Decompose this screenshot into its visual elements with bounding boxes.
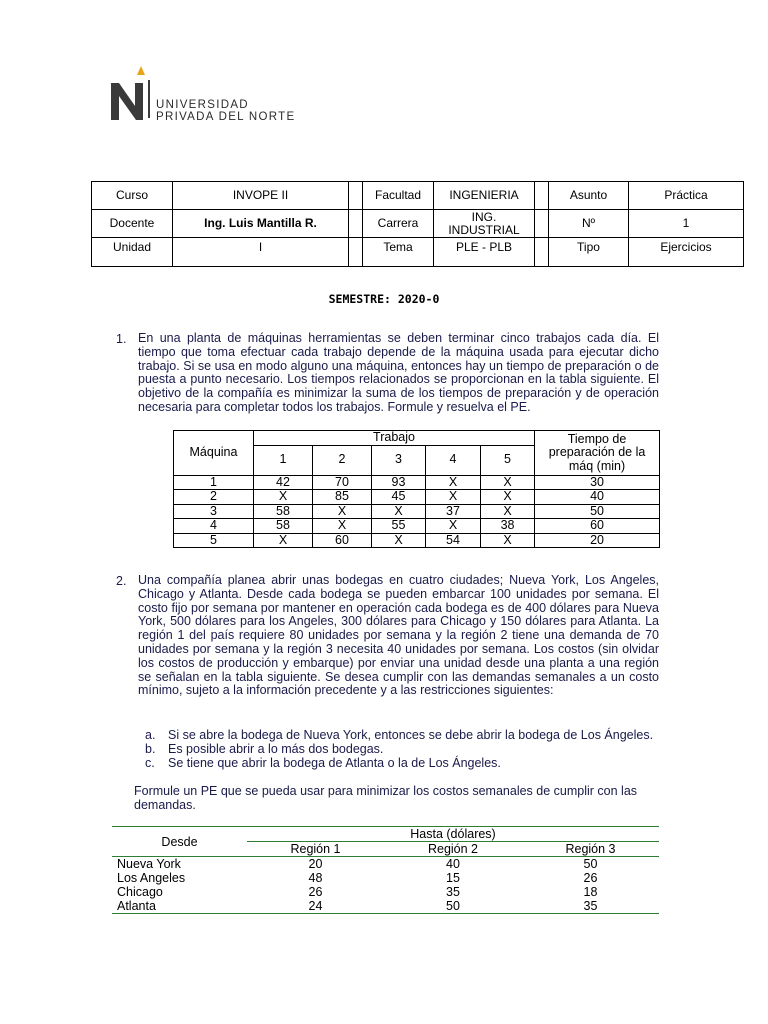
table-cell: 35 xyxy=(583,899,598,913)
table-row xyxy=(174,504,660,519)
formulate-text: Formule un PE que se pueda usar para minimizar los costos semanales de cumplir con las demandas. xyxy=(134,784,638,812)
header-spacer xyxy=(535,210,549,238)
list-item-label: b. xyxy=(145,742,156,756)
table-cell: 20 xyxy=(535,533,660,548)
table-cell: 58 xyxy=(254,519,313,534)
table-cell: 26 xyxy=(583,871,598,885)
header-cell: Docente xyxy=(92,210,173,238)
problem2-number: 2. xyxy=(116,574,127,588)
table-cell: 58 xyxy=(254,504,313,519)
table-cell: 55 xyxy=(372,519,426,534)
table-cell: 60 xyxy=(535,519,660,534)
header-spacer xyxy=(349,182,363,210)
header-cell: Nº xyxy=(549,210,629,238)
col-machine-header: Máquina xyxy=(174,431,254,476)
header-cell: Carrera xyxy=(363,210,434,238)
logo-text-line1: UNIVERSIDAD xyxy=(156,99,249,111)
table-row xyxy=(174,475,660,490)
table-cell: 2 xyxy=(174,490,254,505)
header-cell: Ing. Luis Mantilla R. xyxy=(173,210,349,238)
table-cell: 60 xyxy=(313,533,372,548)
list-item-text: Si se abre la bodega de Nueva York, entonces se debe abrir la bodega de Los Ángeles. xyxy=(168,728,654,742)
table-cell: 18 xyxy=(583,885,598,899)
list-item-text: Es posible abrir a lo más dos bodegas. xyxy=(168,742,384,756)
table-cell: 5 xyxy=(174,533,254,548)
job-header: 4 xyxy=(426,445,481,475)
table-cell: 40 xyxy=(535,490,660,505)
table-cell: 50 xyxy=(535,504,660,519)
table-cell: 45 xyxy=(372,490,426,505)
region-header: Región 2 xyxy=(384,842,522,857)
header-cell: Facultad xyxy=(363,182,434,210)
job-header: 5 xyxy=(481,445,535,475)
table-cell: X xyxy=(254,533,313,548)
unp-logo-mark-icon xyxy=(108,66,156,126)
table-cell: X xyxy=(372,533,426,548)
problem1-text: En una planta de máquinas herramientas se deben terminar cinco trabajos cada día. El tiempo que toma efectuar cada trabajo depende de la máquina usada para ejecutar dicho trabajo. Si se usa en modo alguno una máquina, entonces hay un tiempo de preparación o de puesta a punto necesario. Los tiempos relacionados se proporcionan en la tabla siguiente. El objetivo de la compañía es minimizar la suma de los tiempos de preparación y de operación necesaria para completar todos los trabajos. Formule y resuelva el PE. xyxy=(138,331,659,414)
table-cell: 35 xyxy=(446,885,460,899)
table-cell: 37 xyxy=(426,504,481,519)
header-spacer xyxy=(535,238,549,267)
header-spacer xyxy=(349,210,363,238)
header-cell: PLE - PLB xyxy=(434,238,535,267)
table-cell: 54 xyxy=(426,533,481,548)
header-cell: Curso xyxy=(92,182,173,210)
table-cell: 48 xyxy=(308,871,323,885)
table-cell: 15 xyxy=(446,871,460,885)
table-row xyxy=(112,871,659,885)
header-spacer xyxy=(535,182,549,210)
job-header: 1 xyxy=(254,445,313,475)
problem2-text: Una compañía planea abrir unas bodegas en cuatro ciudades; Nueva York, Los Angeles, Chicago y Atlanta. Desde cada bodega se pueden embarcar 100 unidades por semana. El costo fijo por semana por mantener en operación cada bodega es de 400 dólares para Nueva York, 500 dólares para los Angeles, 300 dólares para Chicago y 150 dólares para Atlanta. La región 1 del país requiere 80 unidades por semana y la región 2 tiene una demanda de 70 unidades por semana y la región 3 necesita 40 unidades por semana. Los costos (sin olvidar los costos de producción y embarque) por enviar una unidad desde una planta a una región se señalan en la tabla siguiente. Se desea cumplir con las demandas semanales a un costo mínimo, sujeto a la información precedente y a las restricciones siguientes: xyxy=(138,573,659,698)
col-from-header: Desde xyxy=(161,834,198,849)
header-spacer xyxy=(349,238,363,267)
header-cell: ING. INDUSTRIAL xyxy=(434,210,535,238)
col-to-header: Hasta (dólares) xyxy=(410,827,496,841)
table-cell: 93 xyxy=(372,475,426,490)
header-row xyxy=(92,238,744,267)
table-row xyxy=(174,533,660,548)
table-cell: Los Angeles xyxy=(117,871,186,885)
header-cell: I xyxy=(173,238,349,267)
header-cell: 1 xyxy=(629,210,744,238)
table-cell: Atlanta xyxy=(117,899,156,913)
table-cell: 3 xyxy=(174,504,254,519)
table-cell: 24 xyxy=(308,899,323,913)
table-cell: X xyxy=(426,490,481,505)
table-row xyxy=(112,857,659,872)
table-cell: X xyxy=(313,504,372,519)
region-header: Región 3 xyxy=(522,842,659,857)
table-cell: 40 xyxy=(446,857,460,871)
machine-jobs-table xyxy=(173,430,660,548)
col-jobs-header: Trabajo xyxy=(254,431,535,446)
table-cell: X xyxy=(426,475,481,490)
table-row xyxy=(174,519,660,534)
table-cell: Nueva York xyxy=(117,857,181,871)
region-header: Región 1 xyxy=(247,842,384,857)
university-logo xyxy=(108,66,308,128)
table-cell: 50 xyxy=(446,899,460,913)
header-cell: Tipo xyxy=(549,238,629,267)
table-cell: X xyxy=(481,533,535,548)
header-cell: Ejercicios xyxy=(629,238,744,267)
table-cell: 70 xyxy=(313,475,372,490)
problem1-number: 1. xyxy=(116,332,127,346)
table-row xyxy=(112,885,659,899)
table-cell: X xyxy=(254,490,313,505)
table-cell: 26 xyxy=(308,885,323,899)
table-cell: X xyxy=(372,504,426,519)
shipping-cost-table xyxy=(112,826,659,914)
table-cell: Chicago xyxy=(117,885,163,899)
job-header: 3 xyxy=(372,445,426,475)
col-setup-header: Tiempo de preparación de la máq (min) xyxy=(535,431,660,476)
header-cell: Asunto xyxy=(549,182,629,210)
header-cell: Práctica xyxy=(629,182,744,210)
header-cell: Tema xyxy=(363,238,434,267)
header-cell: INVOPE II xyxy=(173,182,349,210)
course-info-table xyxy=(91,181,744,267)
header-row xyxy=(92,210,744,238)
table-cell: 20 xyxy=(308,857,323,871)
table-cell: X xyxy=(313,519,372,534)
table-cell: X xyxy=(481,475,535,490)
header-row xyxy=(92,182,744,210)
table-cell: 4 xyxy=(174,519,254,534)
header-cell: INGENIERIA xyxy=(434,182,535,210)
table-cell: 38 xyxy=(481,519,535,534)
table-cell: 1 xyxy=(174,475,254,490)
semester-title: SEMESTRE: 2020-0 xyxy=(328,292,440,306)
job-header: 2 xyxy=(313,445,372,475)
table-cell: 50 xyxy=(583,857,598,871)
table-cell: 30 xyxy=(535,475,660,490)
list-item-label: a. xyxy=(145,728,156,742)
table-cell: X xyxy=(481,504,535,519)
table-cell: 42 xyxy=(254,475,313,490)
list-item-text: Se tiene que abrir la bodega de Atlanta o la de Los Ángeles. xyxy=(168,756,501,770)
logo-text-line2: PRIVADA DEL NORTE xyxy=(156,111,296,123)
list-item-label: c. xyxy=(145,756,155,770)
table-cell: X xyxy=(426,519,481,534)
header-cell: Unidad xyxy=(92,238,173,267)
table-row xyxy=(174,490,660,505)
table-cell: X xyxy=(481,490,535,505)
table-cell: 85 xyxy=(313,490,372,505)
table-row xyxy=(112,899,659,914)
